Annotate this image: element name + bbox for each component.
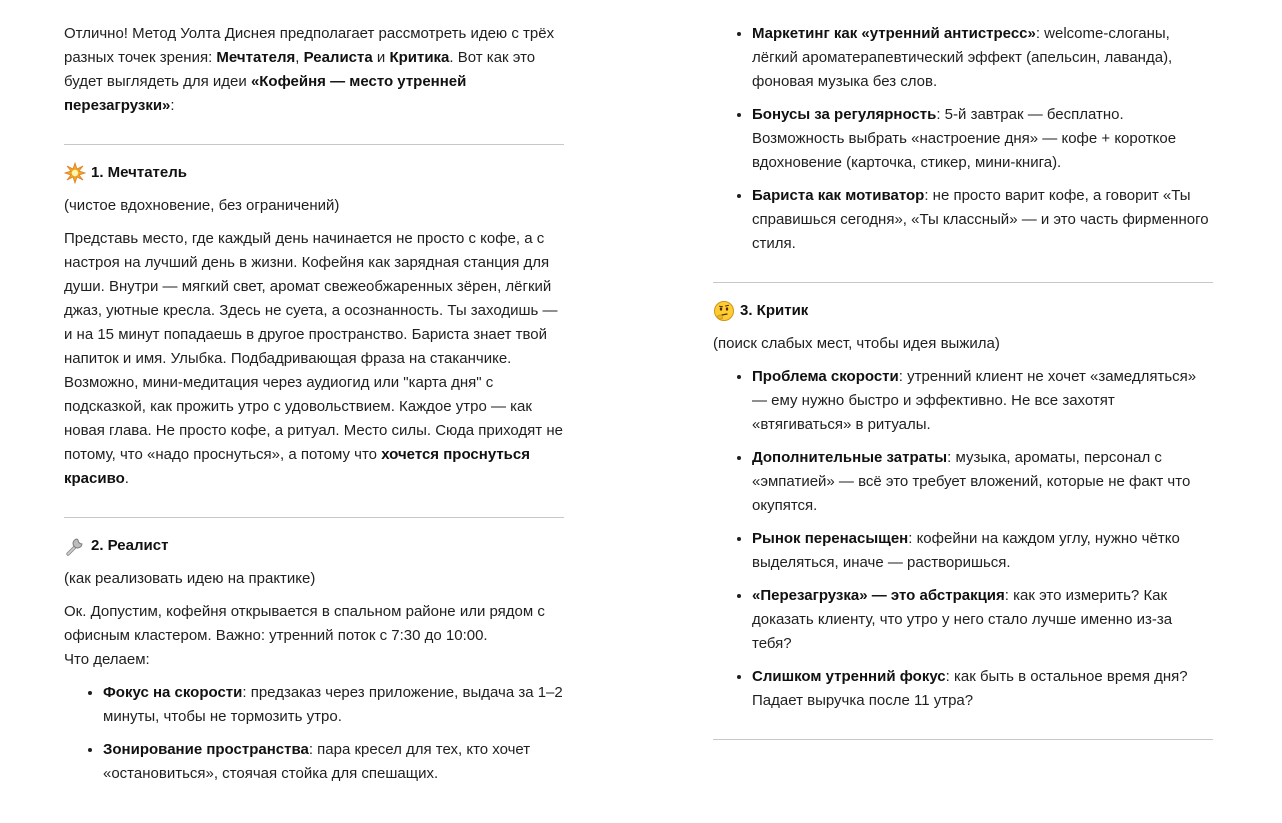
dreamer-title: 1. Мечтатель xyxy=(91,164,187,181)
realist-intro-text: Ок. Допустим, кофейня открывается в спальном районе или рядом с офисным кластером. Важно: утренний поток с 7:30 до 10:00. xyxy=(64,603,545,644)
right-column xyxy=(713,22,1213,756)
realist-subtitle: (как реализовать идею на практике) xyxy=(64,570,316,587)
intro-text: . Вот как это будет выглядеть для идеи xyxy=(64,49,536,90)
list-item-text: : музыка, ароматы, персонал с «эмпатией» — всё это требует вложений, которые не факт что окупятся. xyxy=(752,449,1191,514)
intro-bold-realist: Реалиста xyxy=(303,49,373,66)
intro-text: : xyxy=(170,97,175,114)
intro-text: и xyxy=(372,49,390,66)
list-item-bold: Фокус на скорости xyxy=(103,684,243,701)
realist-title: 2. Реалист xyxy=(91,537,169,554)
intro-bold-idea: «Кофейня — место утренней перезагрузки» xyxy=(64,73,467,114)
critic-heading xyxy=(713,299,1213,323)
list-item-text: : предзаказ через приложение, выдача за 1–2 минуты, чтобы не тормозить утро. xyxy=(103,684,563,725)
intro-bold-critic: Критика xyxy=(389,49,450,66)
thinking-face-icon xyxy=(713,300,735,322)
sparkle-icon xyxy=(64,162,86,184)
list-item xyxy=(752,527,1213,575)
critic-list xyxy=(713,365,1213,713)
dreamer-body-bold: хочется проснуться красиво xyxy=(64,446,531,487)
list-item-text: : 5-й завтрак — бесплатно. Возможность выбрать «настроение дня» — кофе + короткое вдохновение (карточка, стикер, мини-книга). xyxy=(752,106,1177,171)
realist-intro xyxy=(64,600,564,672)
list-item-bold: Бариста как мотиватор xyxy=(752,187,925,204)
dreamer-subtitle: (чистое вдохновение, без ограничений) xyxy=(64,197,340,214)
realist-heading xyxy=(64,534,564,558)
divider xyxy=(713,282,1213,283)
list-item-bold: Дополнительные затраты xyxy=(752,449,948,466)
dreamer-body xyxy=(64,227,564,491)
list-item xyxy=(752,446,1213,518)
list-item xyxy=(752,103,1213,175)
list-item-text: : не просто варит кофе, а говорит «Ты справишься сегодня», «Ты классный» — и это часть фирменного стиля. xyxy=(752,187,1209,252)
dreamer-body-end: . xyxy=(124,470,129,487)
divider xyxy=(713,739,1213,740)
list-item xyxy=(752,365,1213,437)
list-item-bold: Зонирование пространства xyxy=(103,741,309,758)
intro-text: , xyxy=(295,49,304,66)
list-item xyxy=(752,22,1213,94)
critic-title: 3. Критик xyxy=(740,302,809,319)
list-item xyxy=(752,184,1213,256)
dreamer-body-text: Представь место, где каждый день начинается не просто с кофе, а с настроя на лучший день в жизни. Кофейня как зарядная станция для души. Внутри — мягкий свет, аромат свежеобжаренных зёрен, лёгкий джаз, уютные кресла. Здесь не суета, а осознанность. Ты заходишь — и на 15 минут попадаешь в другое пространство. Бариста знает твой напиток и имя. Улыбка. Подбадривающая фраза на стаканчике. Возможно, мини-медитация через аудиогид или "карта дня" с подсказкой, как прожить утро с удовольствием. Каждое утро — как новая глава. Не просто кофе, а ритуал. Место силы. Сюда приходят не потому, что «надо проснуться», а потому что xyxy=(64,230,563,463)
divider xyxy=(64,144,564,145)
list-item xyxy=(103,738,564,786)
list-item-bold: Бонусы за регулярность xyxy=(752,106,937,123)
list-item-bold: Маркетинг как «утренний антистресс» xyxy=(752,25,1036,42)
list-item-bold: Рынок перенасыщен xyxy=(752,530,909,547)
list-item xyxy=(752,665,1213,713)
list-item-text: : welcome-слоганы, лёгкий ароматерапевтический эффект (апельсин, лаванда), фоновая музыка без слов. xyxy=(752,25,1173,90)
wrench-icon xyxy=(64,535,86,557)
intro-paragraph xyxy=(64,22,564,118)
list-item-bold: Проблема скорости xyxy=(752,368,899,385)
intro-text: Отлично! Метод Уолта Диснея предполагает рассмотреть идею с трёх разных точек зрения: xyxy=(64,25,555,66)
divider xyxy=(64,517,564,518)
list-item xyxy=(103,681,564,729)
realist-what-text: Что делаем: xyxy=(64,651,150,668)
left-column xyxy=(64,22,564,795)
realist-list-continued xyxy=(713,22,1213,256)
list-item-text: : кофейни на каждом углу, нужно чётко выделяться, иначе — растворишься. xyxy=(752,530,1180,571)
list-item-bold: «Перезагрузка» — это абстракция xyxy=(752,587,1005,604)
dreamer-heading xyxy=(64,161,564,185)
list-item-text: : как быть в остальное время дня? Падает выручка после 11 утра? xyxy=(752,668,1188,709)
list-item-text: : как это измерить? Как доказать клиенту, что утро у него стало лучше именно из-за тебя? xyxy=(752,587,1173,652)
list-item-text: : утренний клиент не хочет «замедляться» — ему нужно быстро и эффективно. Не все захотят «втягиваться» в ритуалы. xyxy=(752,368,1197,433)
list-item xyxy=(752,584,1213,656)
realist-list xyxy=(64,681,564,786)
list-item-text: : пара кресел для тех, кто хочет «остановиться», стоячая стойка для спешащих. xyxy=(103,741,531,782)
list-item-bold: Слишком утренний фокус xyxy=(752,668,946,685)
intro-bold-dreamer: Мечтателя xyxy=(216,49,296,66)
critic-subtitle: (поиск слабых мест, чтобы идея выжила) xyxy=(713,335,1000,352)
